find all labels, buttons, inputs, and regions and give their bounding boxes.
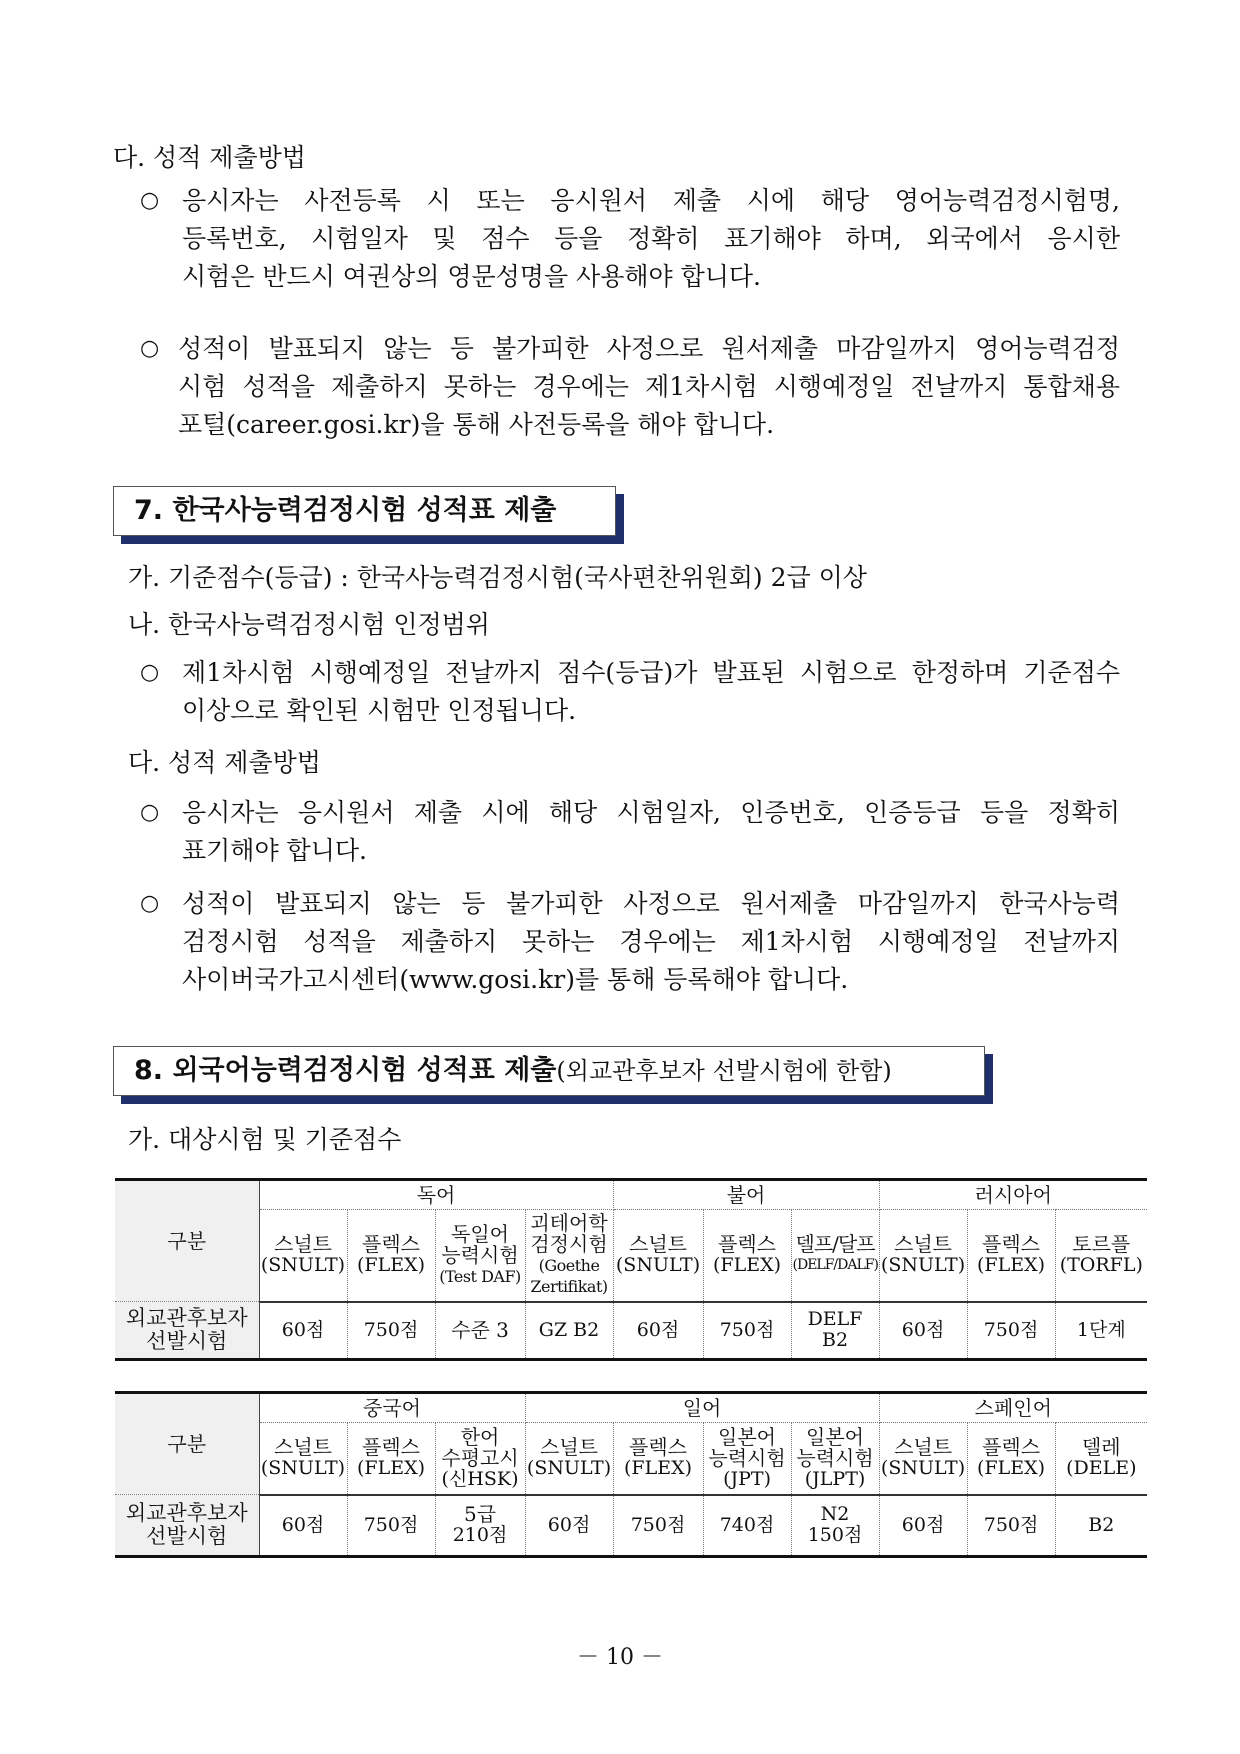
- paragraph-line: 검정시험 성적을 제출하지 못하는 경우에는 제1차시험 시행예정일 전날까지: [182, 927, 1120, 956]
- table-exam-header: [435, 1210, 525, 1302]
- paragraph-line: 응시자는 응시원서 제출 시에 해당 시험일자, 인증번호, 인증등급 등을 정확히: [182, 798, 1120, 827]
- paragraph-line: 이상으로 확인된 시험만 인정됩니다.: [182, 696, 577, 725]
- table-score-cell: 750점: [347, 1495, 435, 1557]
- paragraph-line: 시험은 반드시 여권상의 영문성명을 사용해야 합니다.: [182, 262, 761, 291]
- language-exam-table-2: [115, 1391, 1147, 1558]
- exam-name: 플렉스: [629, 1435, 688, 1460]
- table-exam-header: [347, 1423, 435, 1495]
- section-7-title: 7. 한국사능력검정시험 성적표 제출: [134, 495, 557, 526]
- exam-name: 능력시험: [441, 1242, 519, 1267]
- section-7-title-box: [113, 486, 616, 536]
- exam-name: 스널트: [540, 1435, 599, 1460]
- page-number: － 10 －: [577, 1645, 663, 1670]
- language-exam-table-1: [115, 1178, 1147, 1361]
- table-exam-header: [525, 1423, 613, 1495]
- score-line: 5급: [463, 1502, 497, 1527]
- exam-name: 스널트: [274, 1435, 332, 1460]
- table-exam-header: [613, 1210, 703, 1302]
- paragraph-line: 표기해야 합니다.: [182, 836, 367, 865]
- paragraph-line: 사이버국가고시센터(www.gosi.kr)를 통해 등록해야 합니다.: [182, 965, 849, 994]
- exam-name: 일본어: [718, 1424, 777, 1449]
- score-line: 150점: [807, 1524, 863, 1547]
- exam-name: 스널트: [274, 1232, 332, 1257]
- exam-name: 플렉스: [718, 1232, 776, 1257]
- table-exam-header: [879, 1210, 967, 1302]
- heading-target-exams: 가. 대상시험 및 기준점수: [128, 1125, 402, 1154]
- criteria-line: 가. 기준점수(등급) : 한국사능력검정시험(국사편찬위원회) 2급 이상: [128, 563, 867, 592]
- bullet-circle-icon: ○: [140, 891, 160, 916]
- table-group-header: 불어: [613, 1180, 879, 1210]
- exam-code: (FLEX): [977, 1457, 1046, 1480]
- row-label-line: 외교관후보자: [125, 1501, 248, 1525]
- exam-name: 능력시험: [796, 1445, 874, 1470]
- table-group-header: 스페인어: [879, 1393, 1147, 1423]
- score-line: 210점: [452, 1524, 508, 1547]
- exam-code: (SNULT): [615, 1254, 701, 1277]
- exam-name: 한어: [460, 1424, 500, 1449]
- table-score-cell: 750점: [967, 1495, 1055, 1557]
- table-score-cell: 750점: [613, 1495, 703, 1557]
- paragraph-line: 성적이 발표되지 않는 등 불가피한 사정으로 원서제출 마감일까지 영어능력검정: [178, 334, 1120, 363]
- exam-name: 검정시험: [530, 1232, 608, 1257]
- paragraph-line: 등록번호, 시험일자 및 점수 등을 정확히 표기해야 하며, 외국에서 응시한: [182, 224, 1120, 253]
- table-exam-header: [967, 1210, 1055, 1302]
- exam-code: (DELE): [1066, 1457, 1137, 1480]
- exam-code: (Test DAF): [439, 1266, 521, 1286]
- table-exam-header: [791, 1423, 879, 1495]
- exam-name: 일본어: [806, 1424, 865, 1449]
- exam-name: 스널트: [894, 1232, 953, 1257]
- table-exam-header: [613, 1423, 703, 1495]
- table-score-cell: B2: [1055, 1495, 1147, 1557]
- exam-code: (SNULT): [880, 1457, 966, 1480]
- section-8-title-suffix: (외교관후보자 선발시험에 한함): [556, 1057, 892, 1085]
- table-exam-header: [1055, 1423, 1147, 1495]
- exam-code: (SNULT): [880, 1254, 966, 1277]
- exam-code: (SNULT): [260, 1254, 346, 1277]
- exam-code: Zertifikat): [530, 1277, 608, 1297]
- score-line: B2: [821, 1329, 849, 1352]
- exam-code: (SNULT): [260, 1457, 346, 1480]
- exam-name: 플렉스: [362, 1232, 420, 1257]
- exam-name: 델레: [1081, 1435, 1121, 1460]
- table-score-cell: 60점: [525, 1495, 613, 1557]
- heading-submission-method: 다. 성적 제출방법: [113, 143, 306, 172]
- row-label-line: 선발시험: [146, 1329, 228, 1353]
- exam-code: (SNULT): [526, 1457, 612, 1480]
- table-row-label: [115, 1302, 259, 1360]
- table-score-cell: 60점: [259, 1302, 347, 1360]
- table-group-header: 일어: [525, 1393, 879, 1423]
- table-score-cell: 수준 3: [435, 1302, 525, 1360]
- paragraph-line: 포털(career.gosi.kr)을 통해 사전등록을 해야 합니다.: [178, 410, 775, 439]
- table-exam-header: [259, 1423, 347, 1495]
- bullet-circle-icon: ○: [140, 800, 160, 825]
- exam-name: 독일어: [451, 1221, 509, 1246]
- table-header-gubun: 구분: [115, 1180, 259, 1302]
- exam-name: 플렉스: [982, 1435, 1041, 1460]
- section-8-title: [134, 1047, 892, 1095]
- exam-code: (Goethe: [538, 1256, 600, 1276]
- section-8-title-box: [113, 1046, 985, 1096]
- table-score-cell: 60점: [259, 1495, 347, 1557]
- exam-name: 델프/달프: [795, 1232, 875, 1257]
- paragraph-line: 제1차시험 시행예정일 전날까지 점수(등급)가 발표된 시험으로 한정하며 기준점수: [182, 658, 1120, 687]
- heading-submission-method: 다. 성적 제출방법: [128, 748, 321, 777]
- table-row-label: [115, 1495, 259, 1557]
- row-label-line: 선발시험: [146, 1524, 228, 1548]
- exam-code: (TORFL): [1059, 1254, 1143, 1277]
- heading-recognition-range: 나. 한국사능력검정시험 인정범위: [128, 610, 490, 639]
- table-score-cell: 750점: [967, 1302, 1055, 1360]
- score-line: DELF: [807, 1308, 863, 1331]
- table-group-header: 중국어: [259, 1393, 525, 1423]
- table-header-gubun: 구분: [115, 1393, 259, 1495]
- table-score-cell: GZ B2: [525, 1302, 613, 1360]
- table-score-cell: [435, 1495, 525, 1557]
- exam-name: 수평고시: [441, 1445, 519, 1470]
- exam-code: (DELF/DALF): [792, 1257, 878, 1274]
- bullet-circle-icon: ○: [140, 660, 160, 685]
- exam-code: (FLEX): [356, 1457, 426, 1480]
- exam-code: (JPT): [723, 1467, 771, 1490]
- table-score-cell: 60점: [613, 1302, 703, 1360]
- exam-name: 스널트: [894, 1435, 953, 1460]
- table-score-cell: 750점: [703, 1302, 791, 1360]
- exam-name: 플렉스: [982, 1232, 1041, 1257]
- table-exam-header: [347, 1210, 435, 1302]
- table-score-cell: [791, 1495, 879, 1557]
- table-group-header: 러시아어: [879, 1180, 1147, 1210]
- exam-code: (FLEX): [624, 1457, 693, 1480]
- table-score-cell: 1단계: [1055, 1302, 1147, 1360]
- exam-name: 능력시험: [708, 1445, 786, 1470]
- bullet-circle-icon: ○: [140, 188, 160, 213]
- table-score-cell: 60점: [879, 1302, 967, 1360]
- bullet-circle-icon: ○: [140, 336, 160, 361]
- exam-code: (FLEX): [977, 1254, 1046, 1277]
- paragraph-line: 시험 성적을 제출하지 못하는 경우에는 제1차시험 시행예정일 전날까지 통합채용: [178, 372, 1120, 401]
- table-exam-header: [525, 1210, 613, 1302]
- table-exam-header: [703, 1423, 791, 1495]
- exam-code: (JLPT): [804, 1467, 866, 1490]
- table-exam-header: [967, 1423, 1055, 1495]
- exam-name: 플렉스: [362, 1435, 420, 1460]
- section-8-title-main: 8. 외국어능력검정시험 성적표 제출: [134, 1055, 557, 1086]
- table-exam-header: [435, 1423, 525, 1495]
- table-exam-header: [259, 1210, 347, 1302]
- exam-name: 스널트: [629, 1232, 687, 1257]
- score-line: N2: [820, 1503, 850, 1526]
- table-score-cell: 750점: [347, 1302, 435, 1360]
- table-exam-header: [1055, 1210, 1147, 1302]
- exam-name: 괴테어학: [530, 1211, 608, 1236]
- exam-name: 토르플: [1072, 1232, 1131, 1257]
- paragraph-line: 성적이 발표되지 않는 등 불가피한 사정으로 원서제출 마감일까지 한국사능력: [182, 889, 1120, 918]
- table-exam-header: [791, 1210, 879, 1302]
- table-group-header: 독어: [259, 1180, 613, 1210]
- row-label-line: 외교관후보자: [125, 1306, 248, 1330]
- table-exam-header: [879, 1423, 967, 1495]
- exam-code: (FLEX): [713, 1254, 782, 1277]
- table-exam-header: [703, 1210, 791, 1302]
- table-score-cell: 60점: [879, 1495, 967, 1557]
- table-score-cell: [791, 1302, 879, 1360]
- paragraph-line: 응시자는 사전등록 시 또는 응시원서 제출 시에 해당 영어능력검정시험명,: [182, 186, 1120, 215]
- exam-code: (신HSK): [441, 1467, 519, 1490]
- table-score-cell: 740점: [703, 1495, 791, 1557]
- exam-code: (FLEX): [356, 1254, 426, 1277]
